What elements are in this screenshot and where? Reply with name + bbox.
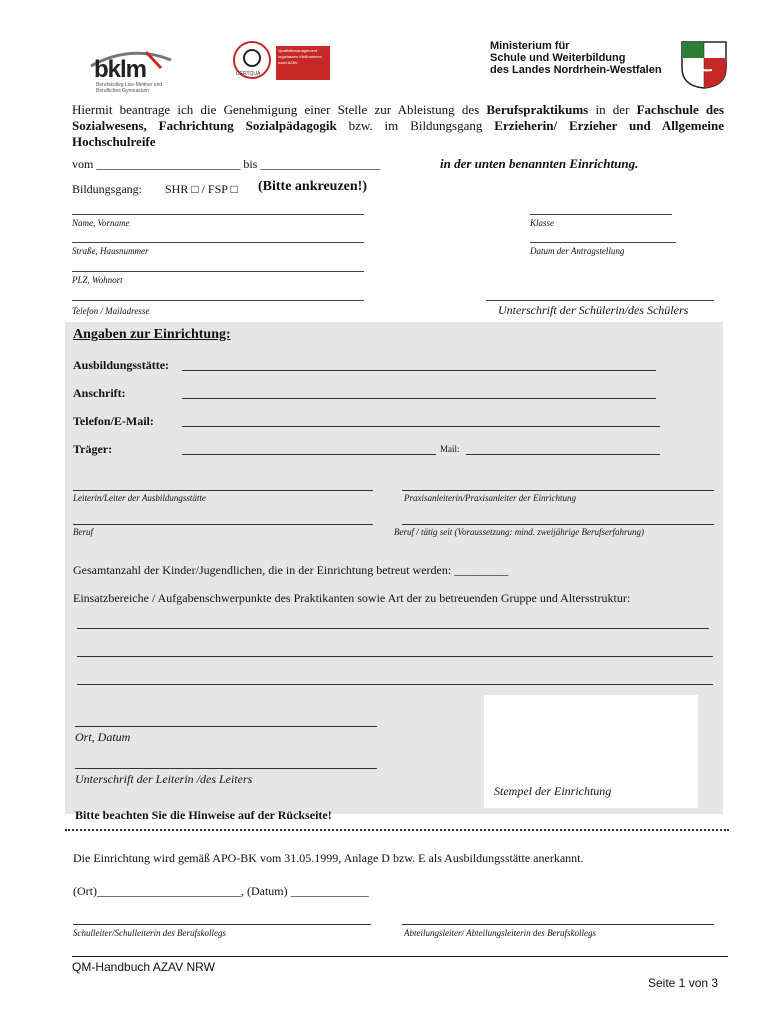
bklm-logo-text: bklm xyxy=(94,56,147,83)
telefon-email-line[interactable] xyxy=(182,426,660,427)
schulleiter-label: Schulleiter/Schulleiterin des Berufskollegs xyxy=(73,928,226,938)
ausbildungsstaette-line[interactable] xyxy=(182,370,656,371)
bildungsgang-checkboxes[interactable]: SHR □ / FSP □ xyxy=(165,182,238,196)
einrichtung-title: Angaben zur Einrichtung: xyxy=(73,327,231,342)
anschrift-line[interactable] xyxy=(182,398,656,399)
page-number: Seite 1 von 3 xyxy=(648,976,719,990)
separator-dotted xyxy=(65,829,729,831)
strasse-line[interactable] xyxy=(72,242,364,243)
traeger-line[interactable] xyxy=(182,454,436,455)
telefon-line[interactable] xyxy=(72,300,364,301)
einrichtung-note: in der unten benannten Einrichtung. xyxy=(440,156,639,171)
footer-left: QM-Handbuch AZAV NRW xyxy=(72,960,215,974)
anerkennung-ort-datum[interactable]: (Ort)________________________, (Datum) _____________ xyxy=(73,884,369,898)
einsatzbereiche-label: Einsatzbereiche / Aufgabenschwerpunkte des Praktikanten sowie Art der zu betreuenden Gruppe und Altersstruktur: xyxy=(73,591,631,605)
ort-datum-label: Ort, Datum xyxy=(75,730,131,744)
plz-label: PLZ, Wohnort xyxy=(72,275,123,285)
intro-text-3: bzw. im Bildungsgang xyxy=(336,118,495,133)
traeger-mail-line[interactable] xyxy=(466,454,660,455)
bildungsgang-label: Bildungsgang: xyxy=(72,182,143,196)
ankreuzen-note: (Bitte ankreuzen!) xyxy=(258,179,367,194)
abteilungsleiter-label: Abteilungsleiter/ Abteilungsleiterin des Berufskollegs xyxy=(404,928,597,938)
traeger-mail-label: Mail: xyxy=(440,444,460,454)
beruf-label: Beruf xyxy=(73,527,93,537)
unterschrift-leitung-line[interactable] xyxy=(75,768,377,769)
name-line[interactable] xyxy=(72,214,364,215)
klasse-line[interactable] xyxy=(530,214,672,215)
certqua-brand: CERTQUA xyxy=(236,71,261,77)
bklm-logo-subtitle: Berufskolleg Lise-Meitner und Berufliches Gymnasium xyxy=(96,82,163,94)
beruf-taetig-line[interactable] xyxy=(402,524,714,525)
intro-bildungsgang: Erzieherin/ Erzieher und Allgemeine Hochschulreife xyxy=(72,118,724,149)
footer-rule xyxy=(72,956,728,957)
unterschrift-schueler-line[interactable] xyxy=(486,300,714,301)
vom-bis-field[interactable]: vom ________________________ bis ____________________ xyxy=(72,157,381,171)
leiterin-label: Leiterin/Leiter der Ausbildungsstätte xyxy=(73,493,206,503)
hinweis-rueckseite: Bitte beachten Sie die Hinweise auf der Rückseite! xyxy=(75,808,332,822)
klasse-label: Klasse xyxy=(530,218,555,228)
intro-paragraph xyxy=(72,102,724,150)
datum-label: Datum der Antragstellung xyxy=(530,246,625,256)
ausbildungsstaette-label: Ausbildungsstätte: xyxy=(73,358,170,372)
praxisanleiterin-label: Praxisanleiterin/Praxisanleiter der Einrichtung xyxy=(404,493,576,503)
abteilungsleiter-line[interactable] xyxy=(402,924,714,925)
intro-fachschule: Fachschule des Sozialwesens, Fachrichtung Sozialpädagogik xyxy=(72,102,724,133)
unterschrift-leitung-label: Unterschrift der Leiterin /des Leiters xyxy=(75,772,253,786)
plz-line[interactable] xyxy=(72,271,364,272)
ministry-name xyxy=(490,40,662,76)
schulleiter-line[interactable] xyxy=(73,924,371,925)
intro-berufspraktikum: Berufspraktikums xyxy=(486,102,589,117)
ort-datum-line[interactable] xyxy=(75,726,377,727)
anschrift-label: Anschrift: xyxy=(73,386,126,400)
telefon-label: Telefon / Mailadresse xyxy=(72,306,150,316)
stempel-label: Stempel der Einrichtung xyxy=(494,784,612,798)
unterschrift-schueler-label: Unterschrift der Schülerin/des Schülers xyxy=(498,303,689,317)
ministry-line-3: des Landes Nordrhein-Westfalen xyxy=(490,64,662,76)
ministry-line-1: Ministerium für xyxy=(490,40,570,52)
beruf-line[interactable] xyxy=(73,524,373,525)
beruf-taetig-label: Beruf / tätig seit (Voraussetzung: mind. zweijährige Berufserfahrung) xyxy=(394,527,644,537)
intro-text-1: Hiermit beantrage ich die Genehmigung einer Stelle zur Ableistung des xyxy=(72,102,487,117)
nrw-coat-of-arms-icon xyxy=(680,40,728,90)
certqua-text: Qualitätsmanagement zugelassen Maßnahmen nach AZAV xyxy=(276,46,330,80)
datum-line[interactable] xyxy=(530,242,676,243)
traeger-label: Träger: xyxy=(73,442,113,456)
anerkennung-text: Die Einrichtung wird gemäß APO-BK vom 31.05.1999, Anlage D bzw. E als Ausbildungsstätte anerkannt. xyxy=(73,851,584,865)
strasse-label: Straße, Hausnummer xyxy=(72,246,149,256)
einsatzbereiche-line-1[interactable] xyxy=(77,628,709,629)
certqua-logo xyxy=(232,40,328,84)
bklm-logo xyxy=(86,46,176,96)
name-label: Name, Vorname xyxy=(72,218,130,228)
gesamtanzahl-field[interactable]: Gesamtanzahl der Kinder/Jugendlichen, die in der Einrichtung betreut werden: _________ xyxy=(73,563,509,577)
leiterin-line[interactable] xyxy=(73,490,373,491)
praxisanleiterin-line[interactable] xyxy=(402,490,714,491)
einsatzbereiche-line-2[interactable] xyxy=(77,656,713,657)
einsatzbereiche-line-3[interactable] xyxy=(77,684,713,685)
telefon-email-label: Telefon/E-Mail: xyxy=(73,414,154,428)
ministry-line-2: Schule und Weiterbildung xyxy=(490,52,626,64)
intro-text-2: in der xyxy=(588,102,637,117)
